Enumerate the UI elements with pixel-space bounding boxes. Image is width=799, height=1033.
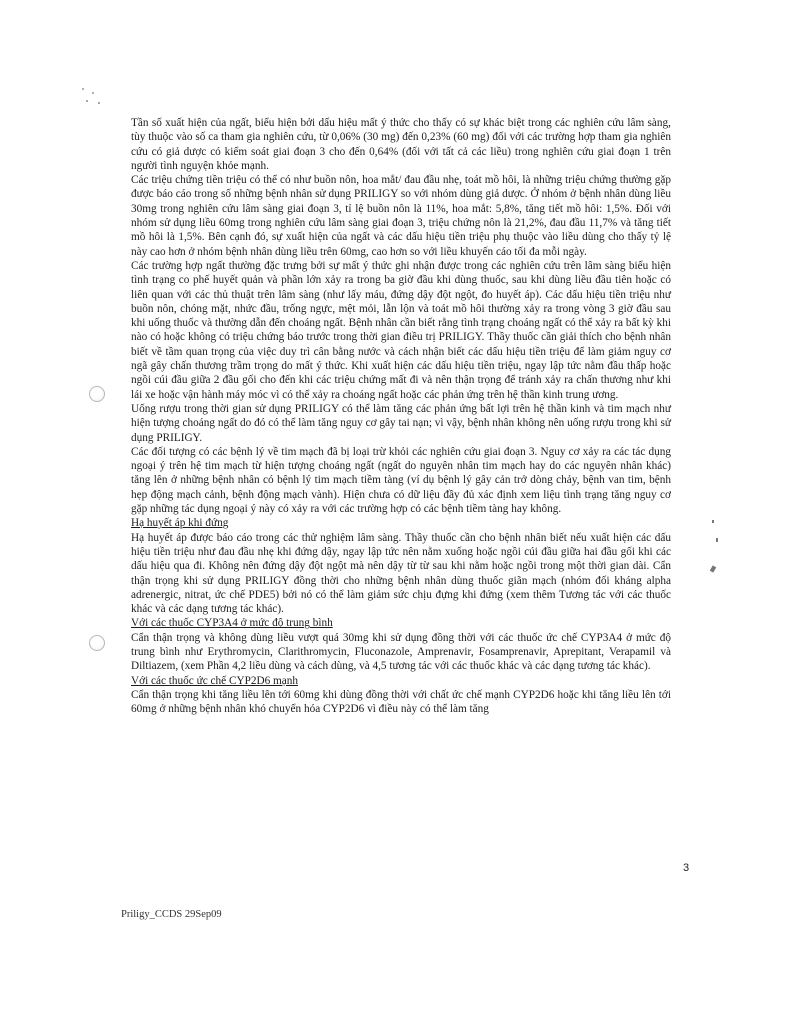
margin-mark	[716, 538, 718, 542]
document-body	[131, 116, 671, 716]
paragraph: Uống rượu trong thời gian sử dụng PRILIGY có thể làm tăng các phản ứng bất lợi trên hệ thần kinh và tim mạch như hiện tượng choáng ngất do đó có thể làm tăng nguy cơ gây tai nạn; vì vậy, bệnh nhân không nên uống rượu trong khi sử dụng PRILIGY.	[131, 402, 671, 444]
scan-specks	[78, 86, 108, 116]
paragraph: Hạ huyết áp được báo cáo trong các thử nghiệm lâm sàng. Thầy thuốc cần cho bệnh nhân biết nếu xuất hiện các dấu hiệu tiền triệu như đau đầu nhẹ khi đứng dậy, ngay lập tức nên nằm xuống hoặc ngồi cúi đầu giữa hai đầu gối khi các dấu hiệu qua đi. Không nên đứng dậy đột ngột mà nên dậy từ từ sau khi nằm hoặc ngồi trong một thời gian dài. Cẩn thận trọng khi sử dụng PRILIGY đồng thời cho những bệnh nhân dùng thuốc giãn mạch (nhóm đối kháng alpha adrenergic, nitrat, ức chế PDE5) bởi nó có thể làm giảm sức chịu đựng khi đứng (xem thêm Tương tác với các thuốc khác và các dạng tương tác khác).	[131, 531, 671, 616]
page-number: 3	[683, 862, 690, 874]
paragraph: Các trường hợp ngất thường đặc trưng bởi sự mất ý thức ghi nhận được trong các nghiên cứu trên lâm sàng biểu hiện tình trạng co phế huyết quản và phần lớn xảy ra trong ba giờ đầu khi dùng thuốc, sau khi dùng liều đầu tiên hoặc có liên quan với các thủ thuật trên lâm sàng (như lấy máu, đứng dậy đột ngột, đo huyết áp). Các dấu hiệu tiền triệu như buồn nôn, chóng mặt, nhức đầu, trống ngực, mệt mỏi, lẫn lộn và toát mồ hôi thường xảy ra trong vòng 3 giờ đầu sau khi uống thuốc và thường dẫn đến choáng ngất. Bệnh nhân cần biết rằng tình trạng choáng ngất có thể xảy ra bất kỳ khi nào có hoặc không có triệu chứng báo trước trong thời gian điều trị PRILIGY. Thầy thuốc cần giải thích cho bệnh nhân biết về tầm quan trọng của việc duy trì cân bằng nước và cách nhận biết các dấu hiệu tiền triệu để làm giảm nguy cơ ngã gây chấn thương trầm trọng do mất ý thức. Khi xuất hiện các dấu hiệu tiền triệu, ngay lập tức nằm đầu thấp hoặc ngồi cúi đầu giữa 2 đầu gối cho đến khi các triệu chứng mất đi và nên thận trọng để tránh xảy ra chấn thương như khi lái xe hoặc vận hành máy móc vì có thể xảy ra choáng ngất hoặc các phản ứng trên hệ thần kinh trung ương.	[131, 259, 671, 401]
section-heading: Hạ huyết áp khi đứng	[131, 517, 229, 530]
paragraph: Cẩn thận trọng khi tăng liều lên tới 60mg khi dùng đồng thời với chất ức chế mạnh CYP2D6 hoặc khi tăng liều lên tới 60mg ở những bệnh nhân khó chuyển hóa CYP2D6 vì điều này có thể làm tăng	[131, 688, 671, 716]
paragraph: Các triệu chứng tiền triệu có thể có như buồn nôn, hoa mắt/ đau đầu nhẹ, toát mồ hôi, là những triệu chứng thường gặp được báo cáo trong số những bệnh nhân sử dụng PRILIGY so với nhóm dùng giả dược. Ở nhóm ở bệnh nhân dùng liều 30mg trong nghiên cứu lâm sàng giai đoạn 3, tỉ lệ buồn nôn là 11%, hoa mắt: 5,8%, tăng tiết mồ hôi: 1,5%. Đối với nhóm sử dụng liều 60mg trong nghiên cứu lâm sàng giai đoạn 3, triệu chứng nôn là 21,2%, đau đầu 11,7% và tăng tiết mồ hôi là 1,5%. Bên cạnh đó, sự xuất hiện của ngất và các dấu hiệu tiền triệu phụ thuộc vào liều dùng cho thấy tỷ lệ này cao hơn ở nhóm bệnh nhân dùng liều trên 60mg, cao hơn so với liều khuyến cáo tối đa mỗi ngày.	[131, 174, 671, 258]
punch-hole-lower	[89, 635, 105, 651]
margin-mark	[710, 565, 716, 572]
margin-mark	[712, 520, 714, 523]
footer-reference: Priligy_CCDS 29Sep09	[121, 909, 222, 920]
paragraph: Các đối tượng có các bệnh lý về tim mạch đã bị loại trừ khỏi các nghiên cứu giai đoạn 3. Nguy cơ xảy ra các tác dụng ngoại ý trên hệ tim mạch từ hiện tượng choáng ngất (ngất do nguyên nhân tim mạch hay do các nguyên nhân khác) tăng lên ở những bệnh nhân có bệnh lý tim mạch tiềm tàng (ví dụ bệnh lý gây cản trở dòng chảy, bệnh van tim, bệnh hẹp động mạch cảnh, bệnh động mạch vành). Hiện chưa có dữ liệu đầy đủ xác định xem liệu tình trạng tăng nguy cơ gặp những tác dụng ngoại ý này có xảy ra với các trường hợp có các bệnh tiềm tàng hay không.	[131, 445, 671, 516]
section-heading: Với các thuốc CYP3A4 ở mức độ trung bình	[131, 617, 333, 630]
paragraph: Tần số xuất hiện của ngất, biểu hiện bởi dấu hiệu mất ý thức cho thấy có sự khác biệt trong các nghiên cứu lâm sàng, tùy thuộc vào số ca tham gia nghiên cứu, từ 0,06% (30 mg) đến 0,23% (60 mg) đối với các trường hợp tham gia nghiên cứu có giả dược có kiểm soát giai đoạn 3 cho đến 0,64% (đối với tất cả các liều) trong nghiên cứu giai đoạn 1 trên người tình nguyện khỏe mạnh.	[131, 117, 671, 172]
paragraph: Cẩn thận trọng và không dùng liều vượt quá 30mg khi sử dụng đồng thời với các thuốc ức chế CYP3A4 ở mức độ trung bình như Erythromycin, Clarithromycin, Fluconazole, Amprenavir, Fosamprenavir, Aprepitant, Verapamil và Diltiazem, (xem Phần 4,2 liều dùng và cách dùng, và 4,5 tương tác với các thuốc khác và các dạng tương tác khác).	[131, 631, 671, 673]
punch-hole-upper	[89, 386, 105, 402]
section-heading: Với các thuốc ức chế CYP2D6 mạnh	[131, 674, 299, 687]
